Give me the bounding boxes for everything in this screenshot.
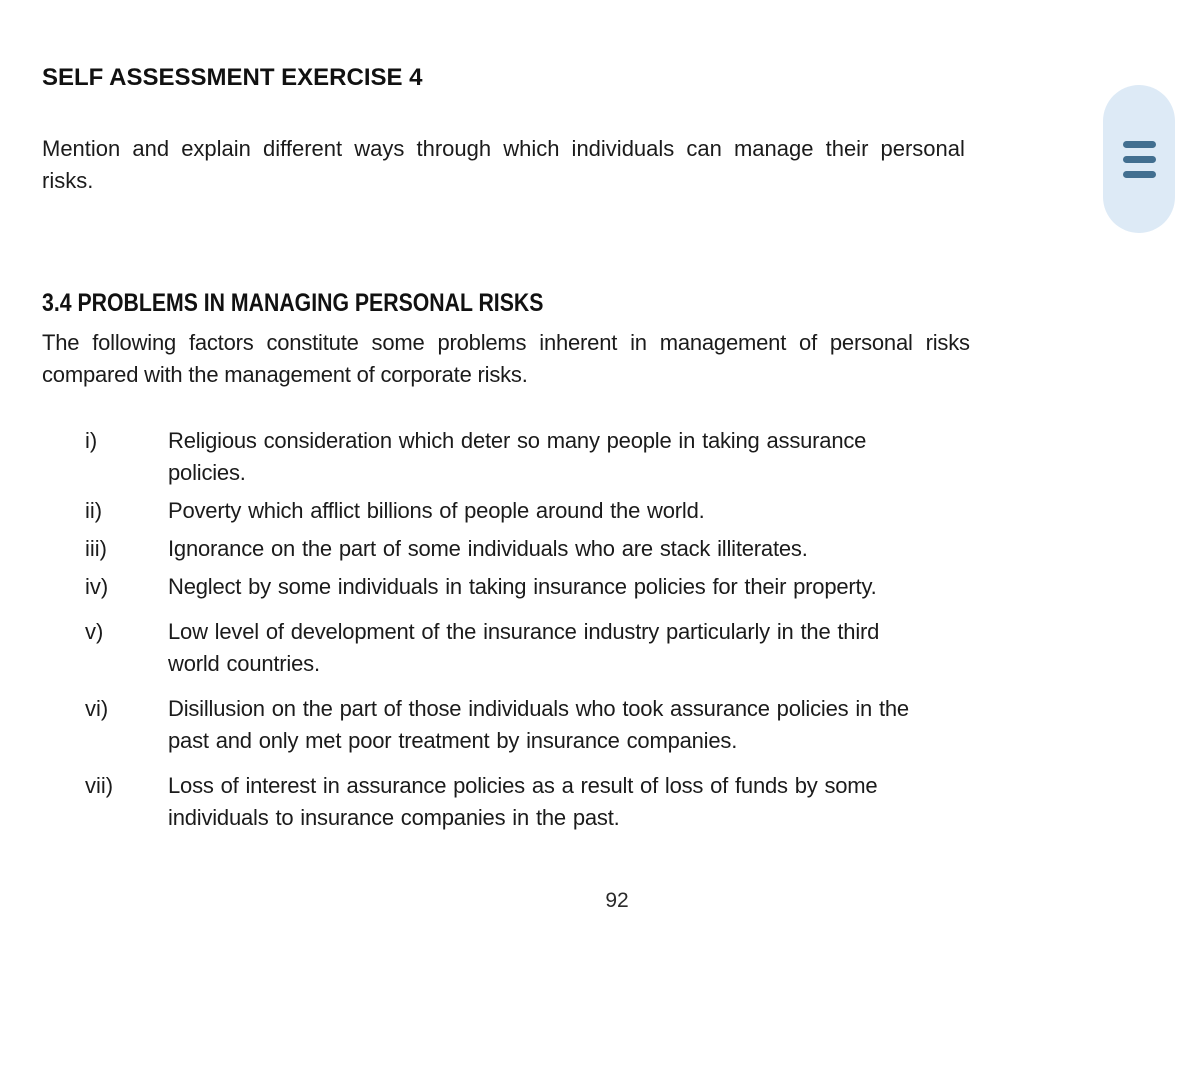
section-intro-line: The following factors constitute some problems inherent in management of personal risks (42, 330, 970, 355)
hamburger-menu-icon (1123, 171, 1156, 178)
list-item-line: Ignorance on the part of some individuals who are stack illiterates. (168, 536, 808, 561)
exercise-paragraph-line: risks. (42, 168, 94, 193)
section-intro-paragraph (42, 327, 1200, 391)
list-item-marker: vii) (85, 773, 114, 798)
list-item-marker: v) (85, 619, 104, 644)
list-item (85, 616, 1200, 680)
list-item (85, 770, 1200, 834)
list-item-lines (168, 571, 877, 603)
exercise-paragraph (42, 133, 1200, 197)
list-item (85, 533, 1200, 565)
list-item-marker: ii) (85, 498, 103, 523)
problems-list (42, 418, 1200, 840)
list-item-line: Neglect by some individuals in taking insurance policies for their property. (168, 574, 877, 599)
list-item-marker: vi) (85, 696, 109, 721)
list-item (85, 693, 1200, 757)
section-heading: 3.4 PROBLEMS IN MANAGING PERSONAL RISKS (42, 289, 544, 317)
section-3-4 (42, 289, 1200, 840)
menu-button[interactable] (1103, 85, 1175, 233)
list-item-marker: iv) (85, 574, 109, 599)
list-item-lines (168, 770, 877, 834)
list-item-lines (168, 533, 808, 565)
list-item-marker: iii) (85, 536, 107, 561)
exercise-heading: SELF ASSESSMENT EXERCISE 4 (42, 64, 423, 91)
list-item-marker: i) (85, 428, 98, 453)
list-item-line: Loss of interest in assurance policies as a result of loss of funds by some (168, 773, 878, 798)
list-item-lines (168, 495, 705, 527)
list-item (85, 571, 1200, 603)
list-item (85, 425, 1200, 489)
list-item-line: Disillusion on the part of those individuals who took assurance policies in the (168, 696, 909, 721)
hamburger-menu-icon (1123, 141, 1156, 148)
list-item-lines (168, 425, 866, 489)
list-item-line: policies. (168, 460, 246, 485)
list-item-line: Poverty which afflict billions of people around the world. (168, 498, 705, 523)
list-item-lines (168, 693, 909, 757)
list-item-line: world countries. (168, 651, 320, 676)
hamburger-menu-icon (1123, 156, 1156, 163)
exercise-paragraph-line: Mention and explain different ways through which individuals can manage their personal (42, 136, 965, 161)
list-item-line: past and only met poor treatment by insurance companies. (168, 728, 738, 753)
list-item-line: Low level of development of the insurance industry particularly in the third (168, 619, 880, 644)
list-item-lines (168, 616, 879, 680)
list-item-line: Religious consideration which deter so many people in taking assurance (168, 428, 867, 453)
page-number-row (42, 888, 1192, 914)
list-item (85, 495, 1200, 527)
section-intro-line: compared with the management of corporate risks. (42, 362, 528, 387)
page-number: 92 (605, 889, 629, 912)
list-item-line: individuals to insurance companies in the past. (168, 805, 620, 830)
